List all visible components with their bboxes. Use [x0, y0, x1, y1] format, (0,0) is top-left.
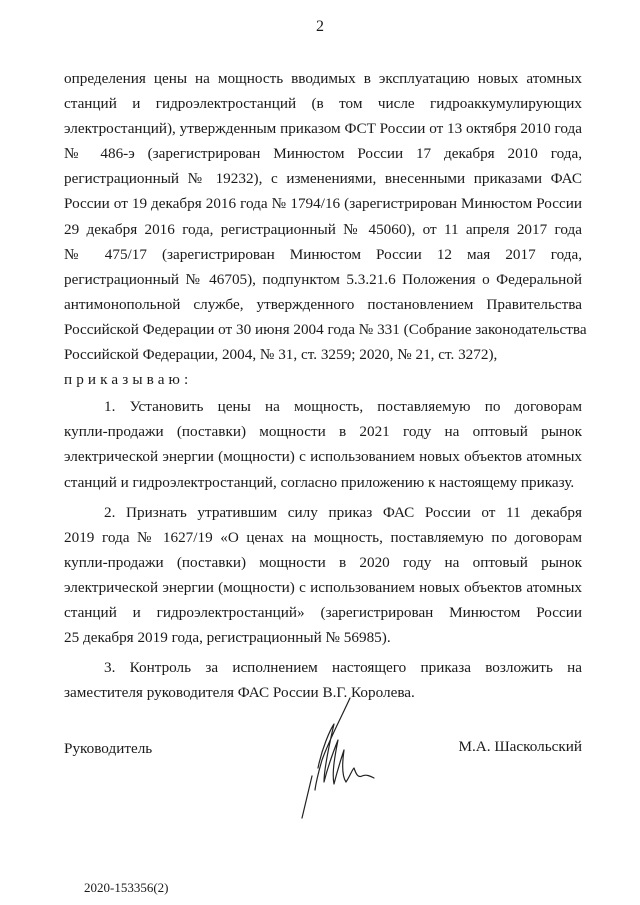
text-line: № 475/17 (зарегистрирован Минюстом России 12 мая 2017 года, [64, 245, 582, 263]
text-line: 2019 года № 1627/19 «О ценах на мощность, поставляемую по договорам [64, 528, 582, 546]
item-1 [64, 394, 582, 494]
text-line: России от 19 декабря 2016 года № 1794/16 (зарегистрирован Минюстом России [64, 195, 582, 213]
text-line: электрической энергии (мощности) с использованием новых объектов атомных [64, 578, 582, 596]
prikazyvayu-heading: приказываю: [64, 371, 193, 389]
intro-paragraph [64, 66, 587, 367]
text-line: определения цены на мощность вводимых в эксплуатацию новых атомных [64, 70, 582, 87]
text-line: 1. Установить цены на мощность, поставляемую по договорам [104, 398, 582, 416]
text-line: купли-продажи (поставки) мощности в 2020 году на оптовый рынок [64, 553, 582, 571]
signature-icon [288, 690, 378, 820]
text-line: 2. Признать утратившим силу приказ ФАС России от 11 декабря [104, 503, 582, 521]
registration-number: 2020-153356(2) [84, 880, 169, 895]
text-line: станций и гидроэлектростанций» (зарегистрирован Минюстом России [64, 603, 582, 621]
text-line: купли-продажи (поставки) мощности в 2021 году на оптовый рынок [64, 423, 582, 441]
page-number: 2 [316, 18, 324, 35]
document-body [64, 66, 587, 705]
text-line: 25 декабря 2019 года, регистрационный № 56985). [64, 629, 391, 647]
text-line: 29 декабря 2016 года, регистрационный № 45060), от 11 апреля 2017 года [64, 220, 582, 238]
signer-title: Руководитель [64, 740, 153, 757]
text-line: регистрационный № 19232), с изменениями, внесенными приказами ФАС [64, 170, 582, 188]
text-line: станций и гидроэлектростанций, согласно приложению к настоящему приказу. [64, 473, 575, 491]
text-line: станций и гидроэлектростанций (в том числе гидроаккумулирующих [64, 95, 582, 113]
text-line: электрической энергии (мощности) с использованием новых объектов атомных [64, 448, 582, 466]
item-2 [64, 500, 582, 651]
text-line: антимонопольной службе, утвержденного постановлением Правительства [64, 295, 582, 313]
text-line: Российской Федерации от 30 июня 2004 года № 331 (Собрание законодательства [64, 320, 587, 338]
signer-name: М.А. Шаскольский [458, 738, 582, 755]
text-line: № 486-э (зарегистрирован Минюстом России 17 декабря 2010 года, [64, 145, 582, 163]
text-line: регистрационный № 46705), подпунктом 5.3.21.6 Положения о Федеральной [64, 270, 582, 288]
text-line: электростанций), утвержденным приказом ФСТ России от 13 октября 2010 года [64, 120, 582, 138]
text-line: 3. Контроль за исполнением настоящего приказа возложить на [104, 659, 582, 677]
text-line: Российской Федерации, 2004, № 31, ст. 3259; 2020, № 21, ст. 3272), [64, 346, 498, 364]
text-line: заместителя руководителя ФАС России В.Г. Королева. [64, 684, 415, 702]
